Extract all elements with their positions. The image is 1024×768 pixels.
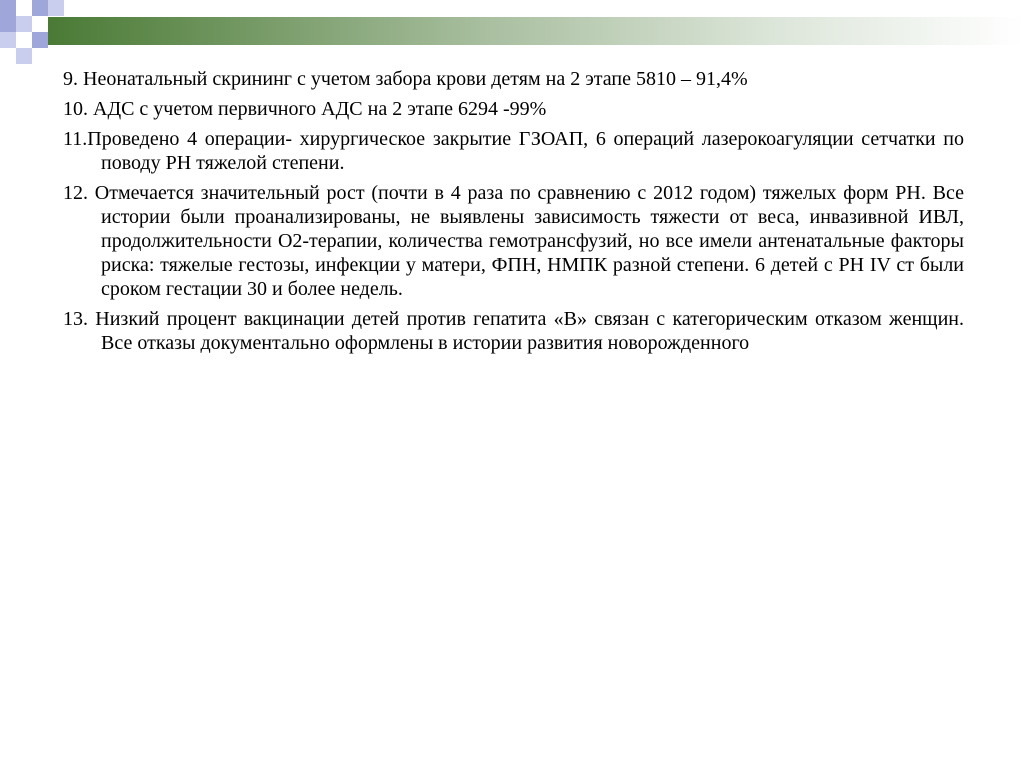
list-item-9: 9. Неонатальный скрининг с учетом забора крови детям на 2 этапе 5810 – 91,4% bbox=[63, 68, 748, 90]
decor-square bbox=[32, 0, 48, 16]
list-item-11: 11.Проведено 4 операции- хирургическое закрытие ГЗОАП, 6 операций лазерокоагуляции сетчатки по поводу РН тяжелой степени. bbox=[63, 128, 964, 174]
list-item-10: 10. АДС с учетом первичного АДС на 2 этапе 6294 -99% bbox=[63, 98, 547, 120]
slide-body bbox=[63, 67, 964, 361]
decor-square bbox=[48, 0, 64, 16]
decor-square bbox=[16, 48, 32, 64]
decor-square bbox=[0, 0, 16, 16]
list-item-12: 12. Отмечается значительный рост (почти в 4 раза по сравнению с 2012 годом) тяжелых форм РН. Все истории были проанализированы, не выявлены зависимость тяжести от веса, инвазивной ИВЛ, продолжительности О2-терапии, количества гемотрансфузий, но все имели антенатальные факторы риска: тяжелые гестозы, инфекции у матери, ФПН, НМПК разной степени. 6 детей с РН IV ст были сроком гестации 30 и более недель. bbox=[63, 182, 964, 300]
list-item-13: 13. Низкий процент вакцинации детей против гепатита «В» связан с категорическим отказом женщин. Все отказы документально оформлены в истории развития новорожденного bbox=[63, 308, 964, 354]
title-bar-gradient bbox=[48, 17, 1024, 45]
slide-header-decoration bbox=[0, 0, 1024, 64]
decor-square bbox=[0, 16, 16, 32]
decor-square bbox=[16, 16, 32, 32]
decor-square bbox=[32, 32, 48, 48]
decor-square bbox=[0, 32, 16, 48]
